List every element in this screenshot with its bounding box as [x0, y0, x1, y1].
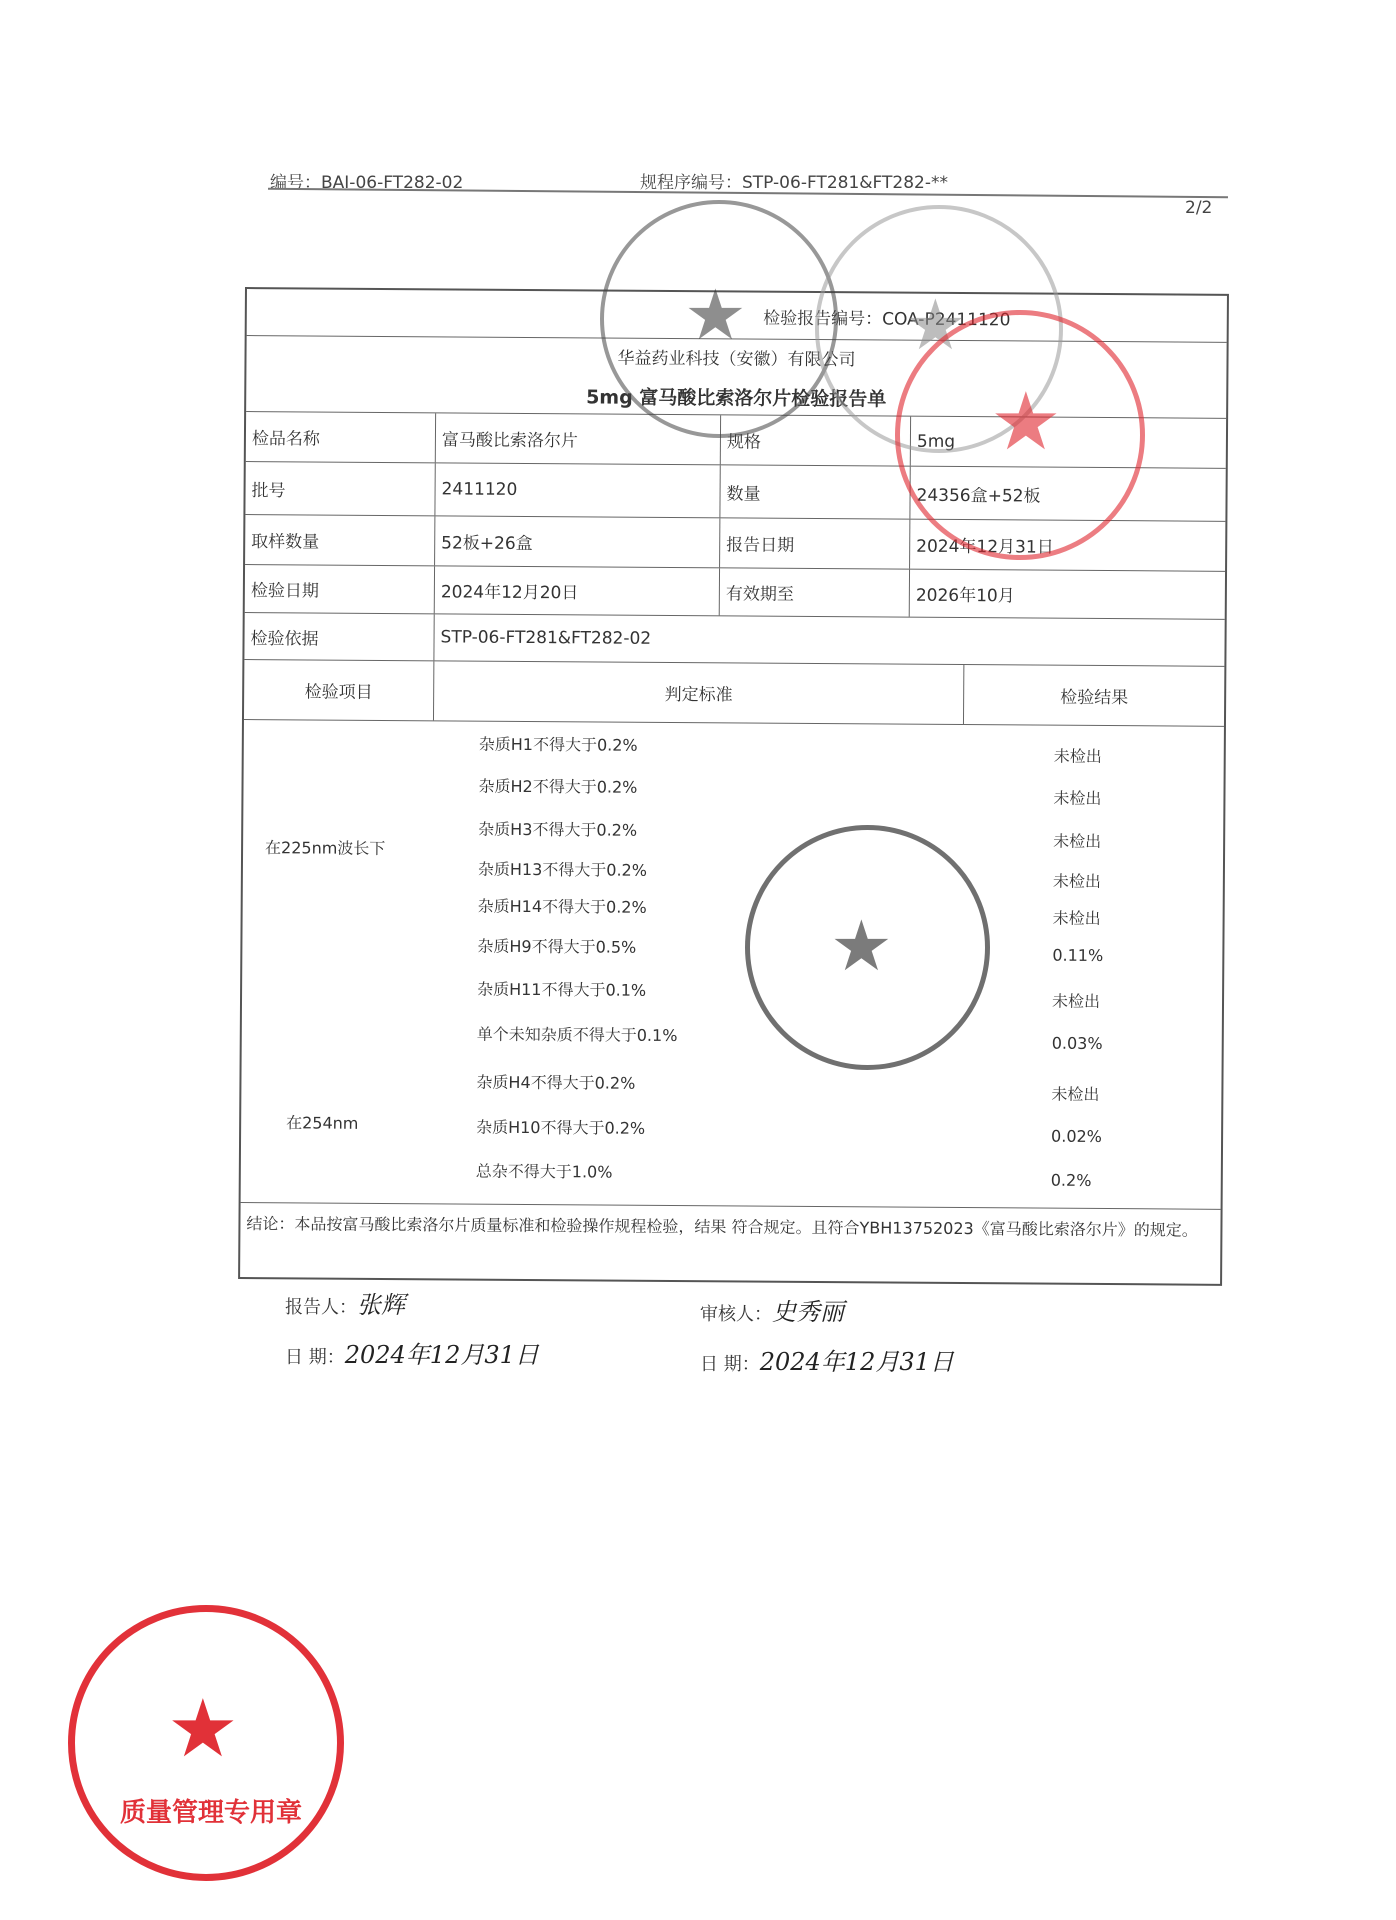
procedure-number: 规程序编号：STP-06-FT281&FT282-**	[640, 173, 948, 193]
field-value: 5mg	[916, 431, 956, 452]
test-standard: 杂质H11不得大于0.1%	[477, 979, 647, 1000]
test-standard: 杂质H9不得大于0.5%	[477, 936, 637, 957]
field-value: 52板+26盒	[435, 516, 720, 567]
field-label: 检验日期	[245, 565, 435, 613]
field-value: 2411120	[435, 463, 720, 517]
report-title: 5mg 富马酸比索洛尔片检验报告单	[586, 385, 887, 410]
test-result: 未检出	[1051, 1084, 1100, 1104]
company-seal-gray-2: ★	[815, 205, 1063, 453]
field-label: 批号	[245, 462, 435, 515]
page-number: 2/2	[1185, 198, 1213, 218]
reviewer-label: 审核人：	[700, 1304, 772, 1325]
group-label: 在254nm	[286, 1113, 359, 1133]
column-header: 检验结果	[1060, 687, 1129, 709]
column-header: 判定标准	[434, 661, 964, 724]
field-label: 取样数量	[245, 515, 435, 565]
company-seal-red: ★	[895, 310, 1145, 560]
column-header: 检验项目	[244, 660, 434, 720]
basis-row	[244, 613, 1224, 667]
quality-seal-black: ★	[745, 825, 990, 1070]
test-result: 0.11%	[1052, 945, 1104, 966]
field-value: 2024年12月31日	[916, 536, 1054, 558]
date-label: 日 期：	[700, 1354, 760, 1375]
group-label: 在225nm波长下	[265, 838, 386, 858]
test-standard: 杂质H1不得大于0.2%	[478, 734, 638, 755]
test-result: 0.03%	[1051, 1033, 1103, 1054]
company-name: 华益药业科技（安徽）有限公司	[617, 348, 856, 370]
test-result: 未检出	[1053, 746, 1102, 766]
field-value: STP-06-FT281&FT282-02	[440, 627, 652, 649]
reporter-label: 报告人：	[285, 1297, 357, 1318]
field-row	[245, 565, 1225, 620]
column-header-row	[244, 660, 1224, 727]
field-label: 报告日期	[720, 518, 910, 568]
test-standard: 杂质H10不得大于0.2%	[476, 1117, 646, 1138]
test-standard: 杂质H2不得大于0.2%	[478, 776, 638, 797]
doc-number: 编号：BAI-06-FT282-02	[270, 173, 464, 193]
reporter-signature: 张辉	[357, 1291, 405, 1319]
field-label: 检验依据	[244, 613, 434, 660]
conclusion: 结论：本品按富马酸比索洛尔片质量标准和检验操作规程检验，结果 符合规定。且符合YBH13752023《富马酸比索洛尔片》的规定。	[246, 1214, 1198, 1240]
results-body	[241, 720, 1224, 1210]
test-result: 未检出	[1052, 908, 1101, 928]
test-result: 0.02%	[1051, 1126, 1102, 1147]
reporter-date: 2024年12月31日	[344, 1341, 539, 1369]
date-label: 日 期：	[285, 1347, 345, 1368]
test-standard: 杂质H13不得大于0.2%	[477, 859, 648, 880]
company-seal-gray: ★	[600, 200, 838, 438]
test-standard: 杂质H4不得大于0.2%	[476, 1072, 636, 1093]
test-result: 未检出	[1051, 991, 1101, 1011]
field-value: 2024年12月20日	[435, 566, 720, 615]
field-label: 数量	[720, 465, 910, 518]
field-value: 2026年10月	[915, 585, 1015, 607]
test-standard: 单个未知杂质不得大于0.1%	[476, 1024, 678, 1046]
test-result: 0.2%	[1050, 1170, 1092, 1190]
report-number: 检验报告编号：COA-P2411120	[763, 308, 1011, 330]
test-result: 未检出	[1053, 788, 1102, 808]
field-value: 24356盒+52板	[916, 485, 1041, 507]
field-value: 富马酸比索洛尔片	[436, 413, 721, 464]
reviewer-signature: 史秀丽	[772, 1298, 844, 1326]
reviewer-date: 2024年12月31日	[759, 1348, 954, 1376]
test-result: 未检出	[1052, 871, 1101, 891]
test-result: 未检出	[1053, 831, 1102, 851]
field-label: 规格	[721, 415, 911, 465]
test-standard: 总杂不得大于1.0%	[475, 1161, 613, 1182]
test-standard: 杂质H3不得大于0.2%	[478, 819, 638, 840]
field-label: 检品名称	[246, 412, 436, 462]
field-label: 有效期至	[720, 568, 910, 616]
quality-seal-red: ★ 质量管理专用章	[68, 1605, 344, 1881]
test-standard: 杂质H14不得大于0.2%	[477, 896, 647, 917]
